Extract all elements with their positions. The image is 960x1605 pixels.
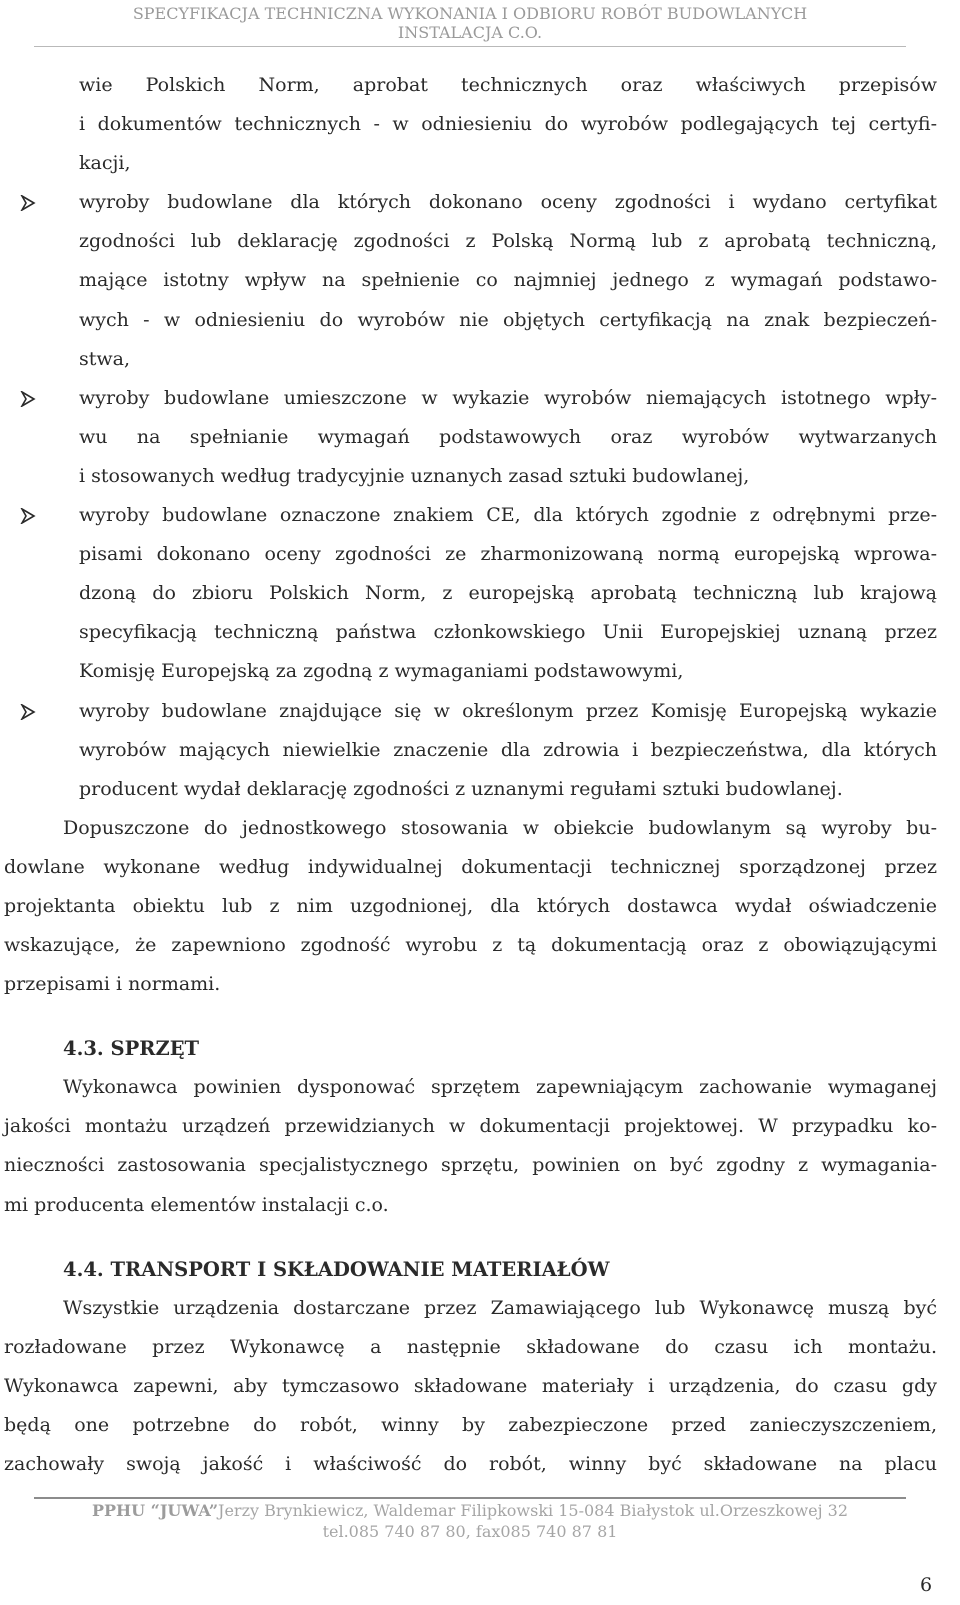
paragraph-transport bbox=[4, 1289, 937, 1484]
text-line: kacji, bbox=[79, 152, 131, 175]
text-line: wyroby budowlane dla których dokonano oceny zgodności i wydano certyfikat bbox=[79, 191, 937, 214]
text-line: wych - w odniesieniu do wyrobów nie objętych certyfikacją na znak bezpieczeń- bbox=[79, 308, 937, 331]
text-line: wyroby budowlane znajdujące się w określonym przez Komisję Europejską wykazie bbox=[79, 699, 937, 722]
text-line: wyroby budowlane umieszczone w wykazie wyrobów niemających istotnego wpły- bbox=[79, 386, 937, 409]
arrowhead-bullet-icon bbox=[20, 195, 36, 211]
text-line: mi producenta elementów instalacji c.o. bbox=[4, 1193, 389, 1216]
text-line: Komisję Europejską za zgodną z wymaganiami podstawowymi, bbox=[79, 660, 684, 683]
arrowhead-bullet-icon bbox=[20, 391, 36, 407]
text-line: wyroby budowlane oznaczone znakiem CE, dla których zgodnie z odrębnymi prze- bbox=[79, 504, 937, 527]
text-line: zgodności lub deklarację zgodności z Polską Normą lub z aprobatą techniczną, bbox=[79, 230, 937, 253]
section-heading-equipment: 4.3. SPRZĘT bbox=[63, 1037, 200, 1061]
text-line: przepisami i normami. bbox=[4, 973, 221, 996]
list-item bbox=[4, 379, 937, 496]
arrowhead-bullet-icon bbox=[20, 508, 36, 524]
text-line: Wszystkie urządzenia dostarczane przez Zamawiającego lub Wykonawcę muszą być bbox=[63, 1296, 937, 1319]
text-line: specyfikacją techniczną państwa członkowskiego Unii Europejskiej uznaną przez bbox=[79, 621, 937, 644]
list-item-continued bbox=[4, 66, 937, 183]
text-line: i dokumentów technicznych - w odniesieniu do wyrobów podlegających tej certyfi- bbox=[79, 113, 937, 136]
list-item bbox=[4, 496, 937, 691]
footer-contact: tel.085 740 87 80, fax085 740 87 81 bbox=[322, 1522, 618, 1541]
text-line: mające istotny wpływ na spełnienie co najmniej jednego z wymagań podstawo- bbox=[79, 269, 937, 292]
text-line: będą one potrzebne do robót, winny by zabezpieczone przed zanieczyszczeniem, bbox=[4, 1413, 937, 1436]
text-line: nieczności zastosowania specjalistycznego sprzętu, powinien on być zgodny z wymagania- bbox=[4, 1154, 937, 1177]
header-subtitle: INSTALACJA C.O. bbox=[397, 23, 543, 42]
arrowhead-bullet-icon bbox=[20, 704, 36, 720]
text-line: rozładowane przez Wykonawcę a następnie składowane do czasu ich montażu. bbox=[4, 1335, 937, 1358]
text-line: wskazujące, że zapewniono zgodność wyrobu z tą dokumentacją oraz z obowiązującymi bbox=[4, 934, 937, 957]
text-line: Wykonawca powinien dysponować sprzętem zapewniającym zachowanie wymaganej bbox=[63, 1076, 937, 1099]
text-line: stwa, bbox=[79, 347, 131, 370]
text-line: producent wydał deklarację zgodności z uznanymi regułami sztuki budowlanej. bbox=[79, 777, 843, 800]
list-item bbox=[4, 183, 937, 378]
list-item bbox=[4, 692, 937, 809]
footer-address-text: Jerzy Brynkiewicz, Waldemar Filipkowski 15-084 Białystok ul.Orzeszkowej 32 bbox=[218, 1501, 849, 1520]
text-line: dzoną do zbioru Polskich Norm, z europejską aprobatą techniczną lub krajową bbox=[79, 582, 937, 605]
paragraph-equipment bbox=[4, 1068, 937, 1224]
header-divider bbox=[34, 46, 906, 47]
text-line: wu na spełnianie wymagań podstawowych oraz wyrobów wytwarzanych bbox=[79, 425, 937, 448]
text-line: dowlane wykonane według indywidualnej dokumentacji technicznej sporządzonej przez bbox=[4, 855, 937, 878]
footer-divider bbox=[34, 1497, 906, 1499]
footer-address bbox=[34, 1500, 906, 1521]
header-title: SPECYFIKACJA TECHNICZNA WYKONANIA I ODBIORU ROBÓT BUDOWLANYCH bbox=[132, 4, 808, 23]
product-list bbox=[4, 66, 937, 809]
text-line: pisami dokonano oceny zgodności ze zharmonizowaną normą europejską wprowa- bbox=[79, 543, 937, 566]
paragraph-allowed-products bbox=[4, 809, 937, 1004]
page-header bbox=[34, 4, 906, 42]
text-line: i stosowanych według tradycyjnie uznanych zasad sztuki budowlanej, bbox=[79, 464, 750, 487]
section-heading-transport: 4.4. TRANSPORT I SKŁADOWANIE MATERIAŁÓW bbox=[63, 1257, 610, 1281]
text-line: zachowały swoją jakość i właściwość do robót, winny być składowane na placu bbox=[4, 1453, 937, 1475]
text-line: Dopuszczone do jednostkowego stosowania w obiekcie budowlanym są wyroby bu- bbox=[63, 816, 937, 839]
document-body bbox=[4, 66, 937, 1484]
footer-company: PPHU “JUWA” bbox=[91, 1501, 219, 1520]
text-line: wie Polskich Norm, aprobat technicznych oraz właściwych przepisów bbox=[79, 74, 937, 96]
text-line: Wykonawca zapewni, aby tymczasowo składowane materiały i urządzenia, do czasu gdy bbox=[4, 1374, 937, 1397]
text-line: wyrobów mających niewielkie znaczenie dla zdrowia i bezpieczeństwa, dla których bbox=[79, 738, 937, 761]
text-line: jakości montażu urządzeń przewidzianych w dokumentacji projektowej. W przypadku ko- bbox=[4, 1115, 937, 1138]
page-footer bbox=[34, 1500, 906, 1542]
page-number: 6 bbox=[920, 1574, 933, 1596]
text-line: projektanta obiektu lub z nim uzgodnionej, dla których dostawca wydał oświadczenie bbox=[4, 894, 937, 917]
